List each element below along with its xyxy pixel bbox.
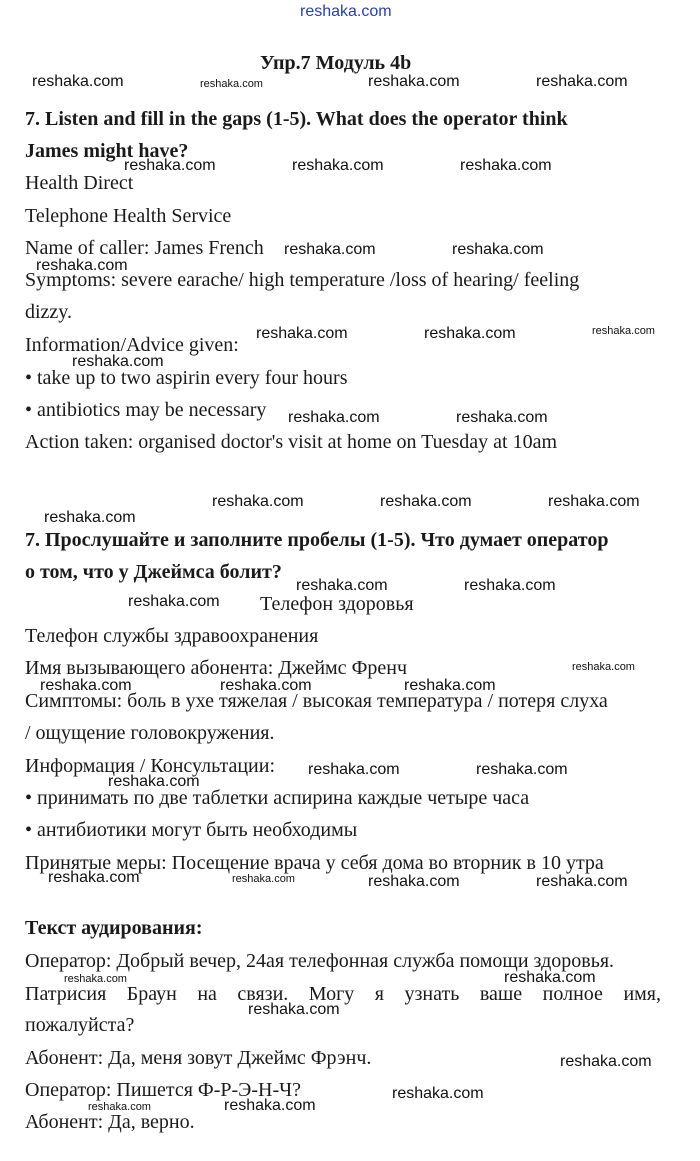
watermark: reshaka.com — [536, 873, 628, 890]
watermark: reshaka.com — [368, 873, 460, 890]
site-watermark-top[interactable]: reshaka.com — [300, 3, 392, 20]
russian-form-subtitle: Телефон службы здравоохранения — [25, 625, 319, 647]
english-advice-item-1: • take up to two aspirin every four hours — [25, 367, 348, 389]
watermark: reshaka.com — [460, 157, 552, 174]
watermark: reshaka.com — [200, 78, 263, 90]
watermark: reshaka.com — [404, 677, 496, 694]
watermark: reshaka.com — [424, 325, 516, 342]
english-action: Action taken: organised doctor's visit at home on Tuesday at 10am — [25, 431, 558, 453]
english-heading-line1: 7. Listen and fill in the gaps (1-5). What does the operator think — [25, 108, 568, 130]
english-symptoms-line2: dizzy. — [25, 301, 73, 323]
watermark: reshaka.com — [32, 73, 124, 90]
watermark: reshaka.com — [220, 677, 312, 694]
english-caller: Name of caller: James French — [25, 237, 264, 259]
watermark: reshaka.com — [292, 157, 384, 174]
watermark: reshaka.com — [36, 257, 128, 274]
watermark: reshaka.com — [592, 325, 655, 337]
watermark: reshaka.com — [572, 661, 635, 673]
watermark: reshaka.com — [72, 353, 164, 370]
watermark: reshaka.com — [48, 869, 140, 886]
transcript-line-3: пожалуйста? — [25, 1014, 135, 1036]
russian-heading-line1: 7. Прослушайте и заполните пробелы (1-5). Что думает оператор — [25, 529, 609, 551]
russian-form-title: Телефон здоровья — [260, 593, 414, 615]
transcript-line-1: Оператор: Добрый вечер, 24ая телефонная служба помощи здоровья. — [25, 950, 615, 972]
russian-caller: Имя вызывающего абонента: Джеймс Френч — [25, 657, 408, 679]
watermark: reshaka.com — [456, 409, 548, 426]
watermark: reshaka.com — [88, 1101, 151, 1113]
english-symptoms-line1: Symptoms: severe earache/ high temperature /loss of hearing/ feeling — [25, 269, 580, 291]
watermark: reshaka.com — [108, 773, 200, 790]
english-advice-label: Information/Advice given: — [25, 334, 239, 356]
watermark: reshaka.com — [476, 761, 568, 778]
transcript-line-4: Абонент: Да, меня зовут Джеймс Фрэнч. — [25, 1047, 372, 1069]
watermark: reshaka.com — [536, 73, 628, 90]
watermark: reshaka.com — [308, 761, 400, 778]
english-heading-line2: James might have? — [25, 140, 189, 162]
russian-heading-line2: о том, что у Джеймса болит? — [25, 561, 282, 583]
watermark: reshaka.com — [128, 593, 220, 610]
russian-advice-label: Информация / Консультации: — [25, 755, 276, 777]
russian-advice-item-2: • антибиотики могут быть необходимы — [25, 819, 358, 841]
watermark: reshaka.com — [452, 241, 544, 258]
watermark: reshaka.com — [224, 1097, 316, 1114]
watermark: reshaka.com — [256, 325, 348, 342]
watermark: reshaka.com — [232, 873, 295, 885]
watermark: reshaka.com — [560, 1053, 652, 1070]
watermark: reshaka.com — [464, 577, 556, 594]
watermark: reshaka.com — [40, 677, 132, 694]
watermark: reshaka.com — [64, 973, 127, 985]
watermark: reshaka.com — [288, 409, 380, 426]
page-title: Упр.7 Модуль 4b — [260, 52, 412, 74]
watermark: reshaka.com — [124, 157, 216, 174]
transcript-line-6: Абонент: Да, верно. — [25, 1111, 195, 1133]
watermark: reshaka.com — [44, 509, 136, 526]
english-form-subtitle: Telephone Health Service — [25, 205, 232, 227]
transcript-heading: Текст аудирования: — [25, 917, 203, 939]
russian-symptoms-line2: / ощущение головокружения. — [25, 722, 275, 744]
russian-advice-item-1: • принимать по две таблетки аспирина каждые четыре часа — [25, 787, 530, 809]
watermark: reshaka.com — [212, 493, 304, 510]
watermark: reshaka.com — [392, 1085, 484, 1102]
russian-action: Принятые меры: Посещение врача у себя дома во вторник в 10 утра — [25, 852, 604, 874]
transcript-line-5: Оператор: Пишется Ф-Р-Э-Н-Ч? — [25, 1079, 301, 1101]
watermark: reshaka.com — [296, 577, 388, 594]
english-form-title: Health Direct — [25, 172, 134, 194]
russian-symptoms-line1: Симптомы: боль в ухе тяжелая / высокая температура / потеря слуха — [25, 690, 608, 712]
watermark: reshaka.com — [504, 969, 596, 986]
transcript-line-2: Патрисия Браун на связи. Могу я узнать ваше полное имя, — [25, 983, 661, 1005]
english-advice-item-2: • antibiotics may be necessary — [25, 399, 267, 421]
watermark: reshaka.com — [548, 493, 640, 510]
watermark: reshaka.com — [248, 1001, 340, 1018]
watermark: reshaka.com — [368, 73, 460, 90]
watermark: reshaka.com — [284, 241, 376, 258]
watermark: reshaka.com — [380, 493, 472, 510]
